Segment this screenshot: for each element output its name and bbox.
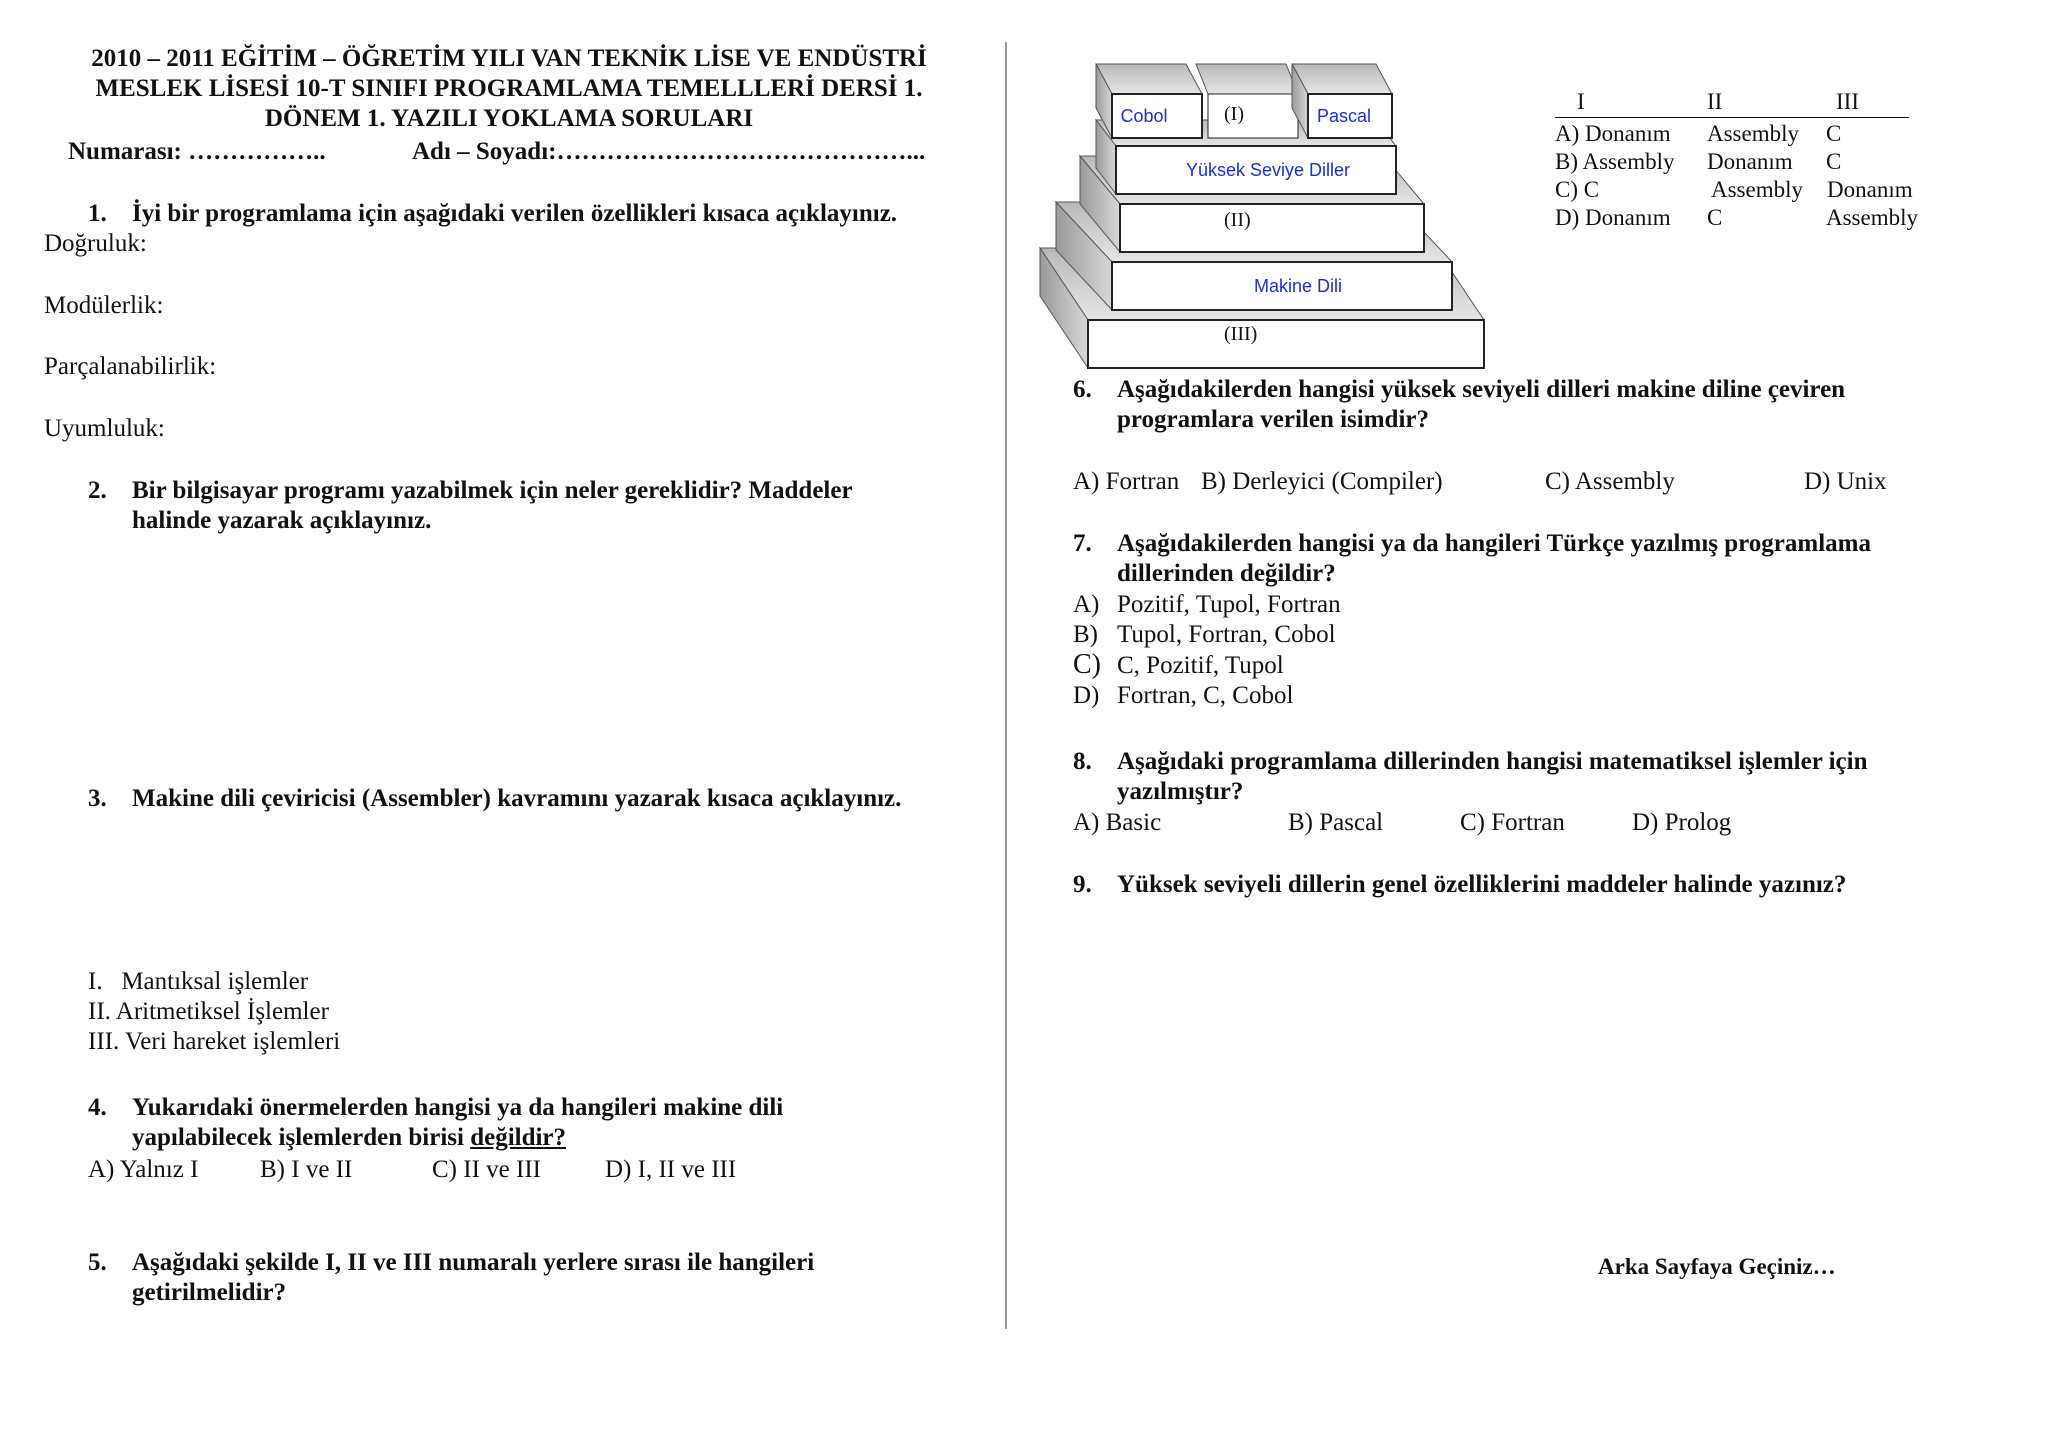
question-6-line-2: programlara verilen isimdir? — [1117, 406, 1429, 433]
answer-header-1: I — [1577, 89, 1585, 114]
q7-options — [1073, 590, 1341, 711]
q1-item-dogruluk: Doğruluk: — [44, 230, 147, 257]
question-5-line-1: Aşağıdaki şekilde I, II ve III numaralı yerlere sırası ile hangileri — [132, 1249, 815, 1276]
q6-option-d: D) Unix — [1804, 468, 1887, 495]
q8-option-a: A) Basic — [1073, 809, 1162, 836]
statement-2: II. Aritmetiksel İşlemler — [88, 998, 329, 1025]
slab-middle-front — [1120, 204, 1424, 252]
question-4-number: 4. — [88, 1094, 107, 1121]
title-line-1: 2010 – 2011 EĞİTİM – ÖĞRETİM YILI VAN TEKNİK LİSE VE ENDÜSTRİ — [91, 45, 927, 72]
question-1-number: 1. — [88, 200, 107, 227]
q6-option-c: C) Assembly — [1545, 468, 1675, 495]
answer-a-3: C — [1826, 121, 1842, 146]
answer-a-1: A) Donanım — [1555, 121, 1671, 146]
question-5 — [88, 1248, 814, 1308]
q4-option-a: A) Yalnız I — [88, 1156, 199, 1183]
statement-3: III. Veri hareket işlemleri — [88, 1028, 341, 1055]
q6-option-b: B) Derleyici (Compiler) — [1201, 468, 1443, 495]
question-8-number: 8. — [1073, 748, 1092, 775]
answer-b-2: Donanım — [1707, 149, 1793, 174]
block-middle-top — [1196, 64, 1298, 94]
q1-item-parcalanabilirlik: Parçalanabilirlik: — [44, 353, 217, 380]
next-page-note: Arka Sayfaya Geçiniz… — [1598, 1254, 1836, 1279]
student-number-label: Numarası: …………….. — [68, 138, 326, 165]
question-8-line-2: yazılmıştır? — [1117, 778, 1244, 805]
answer-table-header — [1555, 88, 1909, 118]
question-2-line-1: Bir bilgisayar programı yazabilmek için neler gereklidir? Maddeler — [132, 477, 853, 504]
question-7-line-2: dillerinden değildir? — [1117, 560, 1336, 587]
title-line-2: MESLEK LİSESİ 10-T SINIFI PROGRAMLAMA TEMELLLERİ DERSİ 1. — [95, 75, 923, 102]
q4-option-b: B) I ve II — [260, 1156, 353, 1183]
question-3 — [88, 784, 901, 814]
mark-i: (I) — [1224, 103, 1244, 125]
question-8-line-1: Aşağıdaki programlama dillerinden hangisi matematiksel işlemler için — [1117, 748, 1868, 775]
question-4 — [88, 1093, 783, 1153]
q6-option-a: A) Fortran — [1073, 468, 1180, 495]
label-cobol: Cobol — [1120, 106, 1168, 126]
block-cobol-top — [1096, 64, 1202, 94]
question-5-line-2: getirilmelidir? — [132, 1279, 287, 1306]
question-2 — [88, 476, 853, 536]
question-7 — [1073, 529, 1871, 589]
q7-option-c: C) C, Pozitif, Tupol — [1073, 649, 1284, 680]
question-9-text: Yüksek seviyeli dillerin genel özelliklerini maddeler halinde yazınız? — [1117, 871, 1847, 898]
q1-item-uyumluluk: Uyumluluk: — [44, 415, 165, 442]
question-4-line-2: yapılabilecek işlemlerden birisi — [132, 1124, 471, 1151]
question-1-text: İyi bir programlama için aşağıdaki verilen özellikleri kısaca açıklayınız. — [132, 200, 898, 227]
question-8 — [1073, 747, 1867, 807]
answer-c-3: Donanım — [1827, 177, 1913, 202]
label-pascal: Pascal — [1316, 106, 1372, 126]
question-6 — [1073, 375, 1845, 435]
label-high-level-languages: Yüksek Seviye Diller — [1185, 160, 1351, 180]
question-7-line-1: Aşağıdakilerden hangisi ya da hangileri Türkçe yazılmış programlama — [1117, 530, 1871, 557]
exam-title — [44, 44, 974, 134]
question-3-number: 3. — [88, 785, 107, 812]
question-6-line-1: Aşağıdakilerden hangisi yüksek seviyeli dilleri makine diline çeviren — [1117, 376, 1846, 403]
answer-a-2: Assembly — [1707, 121, 1799, 146]
block-middle-front — [1208, 94, 1298, 138]
question-2-line-2: halinde yazarak açıklayınız. — [132, 507, 432, 534]
q7-option-b: B) Tupol, Fortran, Cobol — [1073, 621, 1336, 648]
label-machine-language: Makine Dili — [1253, 276, 1343, 296]
q4-option-d: D) I, II ve III — [605, 1156, 737, 1183]
question-6-number: 6. — [1073, 376, 1092, 403]
mark-iii: (III) — [1224, 323, 1258, 345]
q8-option-c: C) Fortran — [1460, 809, 1565, 836]
language-pyramid-figure — [1036, 52, 1488, 374]
answer-b-1: B) Assembly — [1555, 149, 1675, 174]
q7-option-a: A) Pozitif, Tupol, Fortran — [1073, 591, 1341, 618]
question-4-line-1: Yukarıdaki önermelerden hangisi ya da hangileri makine dili — [132, 1094, 784, 1121]
block-pascal-top — [1292, 64, 1392, 94]
question-7-number: 7. — [1073, 530, 1092, 557]
q1-item-modulerlik: Modülerlik: — [44, 292, 164, 319]
q7-option-d: D) Fortran, C, Cobol — [1073, 682, 1294, 709]
question-3-text: Makine dili çeviricisi (Assembler) kavramını yazarak kısaca açıklayınız. — [132, 785, 902, 812]
answer-header-2: II — [1707, 89, 1723, 114]
answer-c-2: Assembly — [1711, 177, 1803, 202]
question-9 — [1073, 870, 1846, 900]
question-5-number: 5. — [88, 1249, 107, 1276]
mark-ii: (II) — [1224, 209, 1251, 231]
q8-option-b: B) Pascal — [1288, 809, 1384, 836]
statement-1: I. Mantıksal işlemler — [88, 968, 309, 995]
answer-b-3: C — [1826, 149, 1842, 174]
column-divider — [1005, 42, 1007, 1329]
slab-bottom-front — [1088, 320, 1484, 368]
student-name-label: Adı – Soyadı:……………………………………... — [412, 138, 926, 165]
question-1 — [88, 199, 897, 229]
question-2-number: 2. — [88, 477, 107, 504]
answer-d-3: Assembly — [1826, 205, 1918, 230]
statement-list — [88, 967, 340, 1057]
q4-option-c: C) II ve III — [432, 1156, 541, 1183]
question-4-negation: değildir? — [470, 1124, 567, 1151]
answer-d-2: C — [1707, 205, 1723, 230]
answer-header-3: III — [1836, 89, 1859, 114]
title-line-3: DÖNEM 1. YAZILI YOKLAMA SORULARI — [264, 105, 754, 132]
answer-d-1: D) Donanım — [1555, 205, 1671, 230]
question-9-number: 9. — [1073, 871, 1092, 898]
q5-answer-table — [1555, 88, 1918, 238]
answer-c-1: C) C — [1555, 177, 1600, 202]
q8-option-d: D) Prolog — [1632, 809, 1732, 836]
